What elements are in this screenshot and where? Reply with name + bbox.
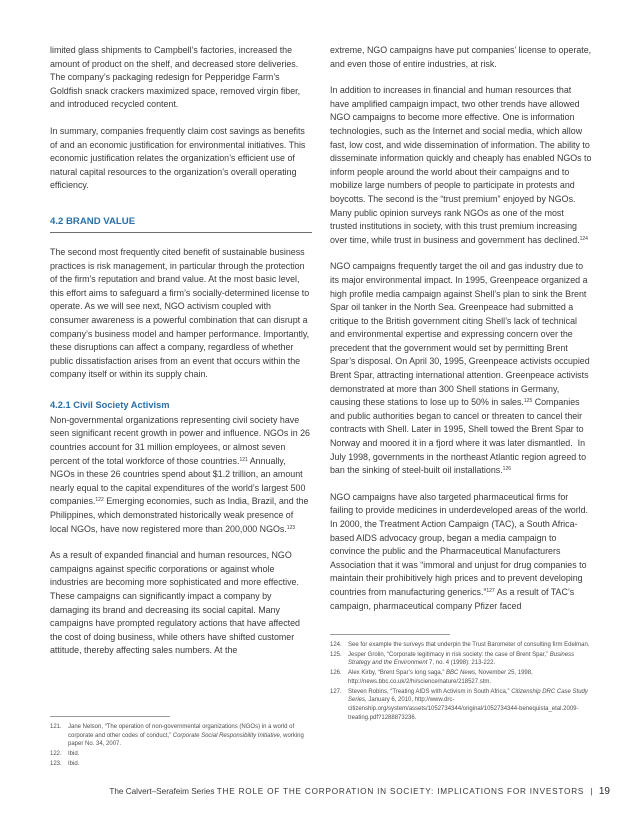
paragraph: limited glass shipments to Campbell’s factories, increased the amount of product on the shelf, and decreased store deliveries. The company’s packaging redesign for Pepperidge Farm’s Goldfish snack crackers maximized space, removed virgin fiber, and introduced recycled content. (50, 45, 301, 110)
footnote-list (330, 641, 592, 722)
text-run: As a result of TAC’s campaign, pharmaceutical company Pfizer faced (330, 586, 575, 611)
footnote-text-run: 7, no. 4 (1998): 213-222. (427, 660, 496, 667)
footnote-source-title: BBC News, (446, 670, 477, 677)
footnote-number: 125. (330, 651, 342, 658)
footnote-text-run: Steven Robins, “Treating AIDS with Activism in South Africa,” (348, 688, 512, 695)
paragraph: extreme, NGO campaigns have put companies’ license to operate, and even those of entire industries, at risk. (330, 45, 592, 69)
footer-separator: | (590, 787, 593, 796)
footnote-source-title: Citizenship DRC Case Study Series, (348, 688, 588, 704)
text-run: NGO campaigns frequently target the oil and gas industry due to its major environmental impact. In 1995, Greenpeace organized a high profile media campaign against Shell’s plan to sink the Brent Spar oil tanker in the North Sea. Greenpeace had submitted a critique to the British government citing Shell’s lack of technical and environmental expertise and expressing concern over the precedent that the government would set by permitting Brent Spar’s disposal. On April 30, 1995, Greenpeace activists occupied Brent Spar, attracting international attention. Greenpeace activists demonstrated at more than 300 Shell stations in Germany, causing these stations to lose up to 50% in sales. (330, 261, 590, 408)
footnotes-left (50, 716, 312, 770)
footnote-text-run: See for example the surveys that underpin the Trust Barometer of consulting firm Edelman. (348, 642, 590, 648)
footnote-ref-127[interactable]: 127 (486, 587, 495, 594)
footnote-text-run: November 25, 1998, http://news.bbc.co.uk/2/hi/science/nature/218527.stm. (348, 670, 533, 685)
footnote-divider (50, 716, 170, 717)
footnote-text (348, 688, 592, 723)
footnote-text (68, 760, 79, 769)
page-footer (109, 786, 610, 797)
footnote (330, 669, 592, 686)
section-heading-brand-value: 4.2 BRAND VALUE (50, 206, 312, 233)
footer-title: THE ROLE OF THE CORPORATION IN SOCIETY: IMPLICATIONS FOR INVESTORS (216, 787, 585, 796)
footnote-text-run: Ibid. (68, 760, 80, 767)
footnote-source-title: Business Strategy and the Environment (348, 651, 575, 667)
footnote-text-run: Alex Kirby, “Brent Spar’s long saga,” (348, 670, 447, 677)
footnote-source-title: Corporate Social Responsibility Initiative, (172, 732, 282, 739)
footnote-ref-122[interactable]: 122 (95, 497, 104, 504)
footnote-text-run: Ibid. (68, 751, 80, 758)
paragraph (330, 260, 592, 478)
footnote (50, 723, 312, 749)
footnote-text-run: Jesper Grolin, “Corporate legitimacy in risk society: the case of Brent Spar,” (348, 651, 550, 658)
paragraph: As a result of expanded financial and human resources, NGO campaigns against specific corporations or against whole industries are becoming more sophisticated and more effective. These campaigns can significantly impact a company by damaging its brand and decreasing its social capital. Many campaigns have prompted regulatory actions that have affected the cost of doing business, while others have shifted customer attitude, thereby affecting sales numbers. At the (50, 550, 300, 656)
footnote-ref-123[interactable]: 123 (286, 524, 296, 531)
paragraph (330, 84, 592, 247)
footnote (330, 688, 592, 723)
footnote-number: 126. (330, 670, 342, 677)
paragraph (330, 491, 592, 613)
footnote-list (50, 723, 312, 769)
right-column (330, 44, 592, 626)
footnote-text (348, 651, 592, 668)
footnote-text (348, 669, 592, 686)
footnote (50, 750, 312, 759)
footnotes-right (330, 634, 592, 723)
footnote-number: 123. (50, 760, 62, 767)
text-run: Non-governmental organizations representing civil society have seen significant recent growth in power and influence. NGOs in 26 countries account for 31 million employees, or almost seven percent of the total workforce of those countries. (50, 414, 310, 466)
footnote (330, 651, 592, 668)
paragraph (50, 414, 312, 536)
text-run: Annually, NGOs in these 26 countries spend about $1.2 trillion, an amount nearly equal to the capital expenditures of the world’s largest 500 companies. (50, 455, 306, 507)
footnote-ref-121[interactable]: 121 (239, 456, 248, 463)
footnote-text (68, 723, 312, 749)
footnote-number: 124. (330, 642, 342, 648)
footer-series: The Calvert–Serafeim Series (109, 787, 215, 796)
footnote-text-run: Jane Nelson, “The operation of non-governmental organizations (NGOs) in a world of corporate and other codes of conduct,” (68, 724, 295, 739)
footnote-number: 127. (330, 688, 342, 695)
text-run: Emerging economies, such as India, Brazil, and the Philippines, which demonstrated historically weak presence of local NGOs, have now registered more than 200,000 NGOs. (50, 496, 309, 534)
footnote (50, 760, 312, 769)
footnote-number: 122. (50, 751, 62, 758)
left-column (50, 44, 312, 671)
footnote-text (68, 750, 79, 759)
footnote (330, 641, 592, 650)
page-number: 19 (598, 786, 610, 797)
footnote-number: 121. (50, 724, 62, 730)
footnote-text-run: January 6, 2010, http://www.drc-citizenship.org/system/assets/1052734344/original/1052734344-benequista_etal.2009-treating.pdf?1288873236. (348, 697, 579, 721)
footnote-divider (330, 634, 450, 635)
footnote-ref-124[interactable]: 124 (579, 235, 588, 242)
paragraph: The second most frequently cited benefit of sustainable business practices is risk management, in particular through the protection of the firm’s reputation and brand value. At the most basic level, this effort aims to safeguard a firm’s socially-determined license to operate. As we will see next, NGO activism coupled with consumer awareness is a powerful combination that can disrupt a company’s business model and hamper performance. Importantly, these disruptions can affect a company, regardless of whether public dissatisfaction arises from an event that occurs within the company itself or within its supply chain. (50, 246, 310, 380)
footnote-ref-125[interactable]: 125 (523, 398, 533, 405)
paragraph: In summary, companies frequently claim cost savings as benefits of and an economic justification for environmental initiatives. This economic justification relates the organization’s efficient use of natural capital resources to the organization’s overall operating efficiency. (50, 125, 306, 191)
subsection-heading-civil-society-activism: 4.2.1 Civil Society Activism (50, 399, 170, 410)
text-run: NGO campaigns have also targeted pharmaceutical firms for failing to provide medicines in underdeveloped areas of the world. In 2000, the Treatment Action Campaign (TAC), a South Africa-based AIDS advocacy group, began a media campaign to convince the public and the Pharmaceutical Manufacturers Association that it was “immoral and unjust for drug companies to maintain their prohibitively high prices and to prevent developing countries from manufacturing generics.” (330, 491, 589, 597)
footnote-text (348, 641, 589, 650)
footnote-ref-126[interactable]: 126 (502, 466, 512, 473)
footnote-text-run: working paper No. 34, 2007. (68, 732, 304, 748)
text-run: Companies and public authorities began to cancel or threaten to cancel their contracts with Shell. Later in 1995, Shell towed the Brent Spar to Norway and moored it in a fjord where it was later dismantled. In July 1998, governments in the northeast Atlantic region agreed to ban the sinking of steel-built oil installations. (330, 397, 587, 476)
text-run: In addition to increases in financial and human resources that have amplified campaign impact, two other trends have allowed NGO campaigns to become more effective. One is information technologies, such as the Internet and social media, which allow fast, low cost, and wide dissemination of information. The ability to disseminate information quickly and cheaply has enabled NGOs to inform people around the world about their campaigns and to mobilize large numbers of people to participate in protests and boycotts. The second is the “trust premium” enjoyed by NGOs. Many public opinion surveys rank NGOs as one of the most trusted institutions in society, with this trust premium increasing over time, while trust in business and government has declined. (330, 85, 592, 245)
